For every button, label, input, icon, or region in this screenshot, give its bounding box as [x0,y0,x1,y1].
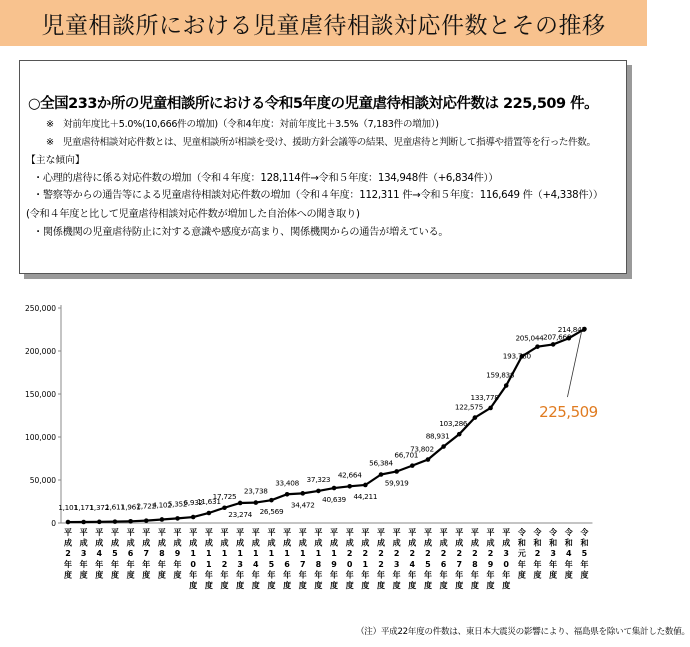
data-point [488,406,493,411]
data-label: 193,780 [502,351,531,361]
data-point [426,457,431,462]
x-tick-label: 平成 7 年度 [142,528,151,580]
data-label: 23,738 [243,486,268,496]
data-point [238,501,243,506]
data-point [128,519,133,524]
x-tick-label: 平成 1 1 年度 [204,528,213,590]
x-tick-label: 平成 2 9 年度 [486,528,495,590]
data-point [160,517,165,522]
x-tick-label: 平成 2 3 年度 [392,528,401,590]
data-point [363,483,368,488]
data-point [207,511,212,516]
x-tick-label: 平成 2 年度 [64,528,72,580]
data-label: 42,664 [337,470,362,480]
y-tick-label: 100,000 [24,433,56,442]
summary-headline: ○全国233か所の児童相談所における令和5年度の児童虐待相談対応件数は 225,509 件。 [28,96,599,112]
data-point [332,486,337,491]
x-tick-label: 平成 2 8 年度 [470,528,479,590]
data-label: 1,101 [58,503,78,513]
x-tick-label: 平成 6 年度 [126,528,135,580]
data-label: 1,171 [73,502,94,512]
data-label: 44,211 [353,491,378,501]
y-tick-label: 50,000 [29,476,56,485]
data-label: 6,932 [183,498,203,508]
x-tick-label: 平成 1 3 年度 [236,528,245,590]
data-point [254,500,259,505]
x-tick-label: 平成 2 7 年度 [455,528,464,590]
data-label: 34,472 [290,500,315,510]
data-point [97,520,102,525]
data-point [66,520,71,525]
trend-heading: 【主な傾向】 [26,155,85,166]
data-point [504,383,509,388]
data-point [441,444,446,449]
x-tick-label: 平成 1 8 年度 [314,528,323,590]
data-point [457,432,462,437]
highlight-value-label: 225,509 [539,403,598,422]
data-label: 17,725 [212,491,237,501]
data-point [551,342,556,347]
x-tick-label: 平成 5 年度 [110,528,119,580]
x-tick-label: 平成 1 4 年度 [251,528,260,590]
footnote: （注）平成22年度の件数は、東日本大震災の影響により、福島県を除いて集計した数値。 [356,627,690,637]
data-label: 26,569 [259,507,284,517]
data-label: 66,701 [394,450,419,460]
data-point [316,489,321,494]
x-tick-label: 平成 1 6 年度 [283,528,292,590]
data-point [175,516,180,521]
data-label: 33,408 [275,478,299,488]
y-tick-label: 250,000 [24,304,56,313]
x-tick-label: 平成 2 2 年度 [377,528,385,590]
y-tick-label: 200,000 [24,347,56,356]
trend-item-psychological: ・心理的虐待に係る対応件数の増加（令和４年度：128,114件→令和５年度：134,948件（+6,834件）） [33,173,499,184]
x-tick-label: 平成 3 年度 [79,528,88,580]
x-tick-label: 令和 2 年度 [533,528,542,580]
hearing-heading: (令和４年度と比して児童虐待相談対応件数が増加した自治体への聞き取り) [26,209,360,220]
data-label: 214,843 [557,325,586,335]
data-label: 5,352 [167,499,188,509]
data-point [222,505,227,510]
x-tick-label: 平成 1 9 年度 [330,528,339,590]
summary-note-definition: ※ 児童虐待相談対応件数とは、児童相談所が相談を受け、援助方針会議等の結果、児童虐待と判断して指導や措置等を行った件数。 [46,137,596,148]
summary-box [19,60,627,274]
line-chart [0,290,647,620]
data-label: 59,919 [384,478,409,488]
x-tick-label: 平成 4 年度 [95,528,104,580]
data-label: 103,286 [439,419,468,429]
data-label: 40,639 [322,495,346,505]
y-axis [25,304,61,528]
highlight-pointer [567,332,581,397]
data-label: 73,802 [410,444,434,454]
x-tick-label: 平成 2 6 年度 [439,528,448,590]
data-point [269,498,274,503]
data-point [347,484,352,489]
x-tick-label: 平成 2 5 年度 [423,528,432,590]
title-banner [0,0,647,46]
data-label: 37,323 [306,474,331,484]
data-label: 11,631 [196,496,221,506]
x-tick-label: 令和 3 年度 [549,528,558,580]
y-tick-label: 0 [51,519,56,528]
data-label: 1,611 [105,502,125,512]
data-label: 122,575 [454,402,483,412]
data-point [410,463,415,468]
x-tick-label: 令和 4 年度 [564,528,573,580]
data-point [394,469,399,474]
data-label: 1,961 [120,502,141,512]
x-tick-label: 平成 1 7 年度 [298,528,307,590]
data-label: 159,838 [486,370,515,380]
page-title: 児童相談所における児童虐待相談対応件数とその推移 [41,12,606,39]
x-tick-label: 平成 8 年度 [157,528,166,580]
data-point [285,492,290,497]
x-axis [61,523,592,590]
data-point [535,344,540,349]
summary-note-yoy: ※ 対前年度比＋5.0%(10,666件の増加)（令和4年度：対前年度比＋3.5%（7,183件の増加）) [46,119,439,130]
x-tick-label: 平成 2 4 年度 [408,528,417,590]
x-tick-label: 令和 5 年度 [580,528,589,580]
data-point [300,491,305,496]
y-tick-label: 150,000 [24,390,56,399]
data-point [144,518,149,523]
hearing-item: ・関係機関の児童虐待防止に対する意識や感度が高まり、関係機関からの通告が増えている。 [33,227,449,238]
data-label: 23,274 [228,509,253,519]
data-point [473,415,478,420]
data-label: 1,372 [89,502,109,512]
x-tick-label: 平成 1 2 年度 [220,528,229,590]
data-label: 88,931 [425,431,450,441]
data-label: 133,778 [470,392,499,402]
x-tick-label: 平成 9 年度 [173,528,182,580]
x-tick-label: 平成 2 1 年度 [361,528,370,590]
data-point [113,519,118,524]
data-label: 207,660 [543,332,572,342]
data-point [191,515,196,520]
trend-item-police: ・警察等からの通告等による児童虐待相談対応件数の増加（令和４年度：112,311 件→令和５年度：116,649 件（+4,338件）） [33,190,603,201]
data-label: 56,384 [369,458,393,468]
x-tick-label: 令和元年度 [517,528,526,580]
data-label: 205,044 [515,333,544,343]
x-tick-label: 平成 1 5 年度 [267,528,276,590]
x-tick-label: 平成 2 0 年度 [345,528,354,590]
data-point [81,520,86,525]
data-point [379,472,384,477]
data-label: 2,722 [136,501,156,511]
x-tick-label: 平成 1 0 年度 [189,528,198,590]
x-tick-label: 平成 3 0 年度 [502,528,511,590]
data-label: 4,102 [152,500,172,510]
